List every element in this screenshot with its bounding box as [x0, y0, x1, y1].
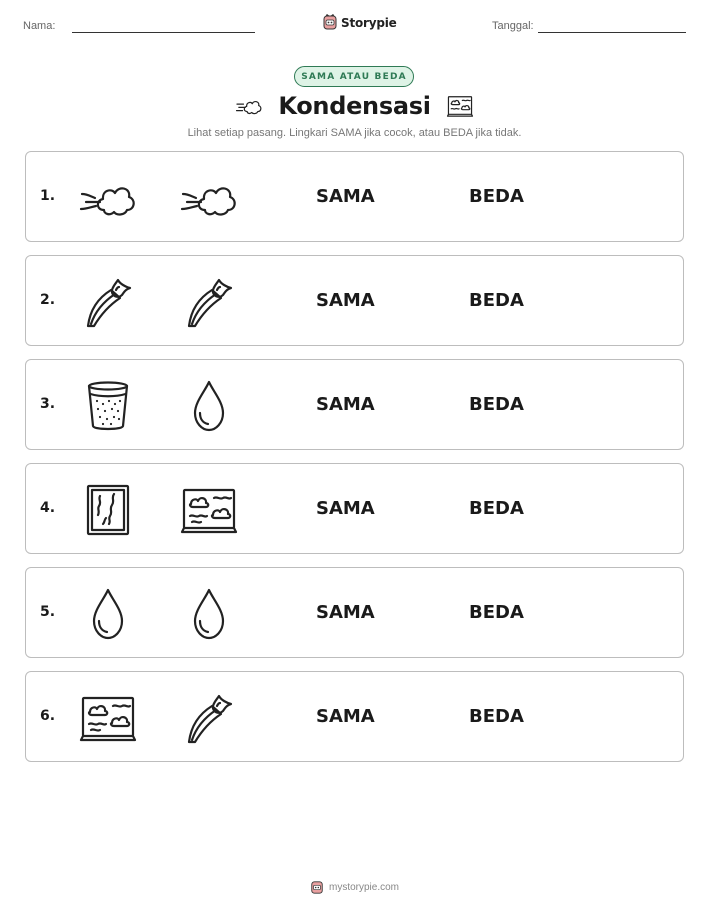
footer	[0, 880, 709, 895]
footer-url[interactable]: mystorypie.com	[328, 882, 399, 893]
steam-icon	[78, 172, 138, 224]
option-different[interactable]: BEDA	[469, 394, 524, 415]
storypie-mascot-icon	[322, 14, 338, 31]
option-different[interactable]: BEDA	[469, 186, 524, 207]
question-number: 1.	[40, 188, 56, 204]
instructions: Lihat setiap pasang. Lingkari SAMA jika cocok, atau BEDA jika tidak.	[187, 127, 522, 139]
water-drop-icon	[179, 588, 239, 640]
brand-name: Storypie	[341, 15, 397, 30]
date-field[interactable]	[538, 32, 686, 33]
date-label: Tanggal:	[492, 20, 534, 32]
option-same[interactable]: SAMA	[316, 290, 375, 311]
question-row	[25, 359, 684, 450]
option-same[interactable]: SAMA	[316, 186, 375, 207]
name-field[interactable]	[72, 32, 255, 33]
foggy-window-icon	[78, 692, 138, 744]
foggy-window-icon	[445, 94, 475, 118]
question-number: 3.	[40, 396, 56, 412]
question-row	[25, 463, 684, 554]
option-same[interactable]: SAMA	[316, 602, 375, 623]
option-same[interactable]: SAMA	[316, 706, 375, 727]
question-number: 4.	[40, 500, 56, 516]
steam-icon	[179, 172, 239, 224]
leaf-drop-icon	[179, 692, 239, 744]
steam-icon	[234, 94, 264, 118]
storypie-mascot-icon	[310, 880, 324, 895]
option-different[interactable]: BEDA	[469, 706, 524, 727]
question-row	[25, 255, 684, 346]
foggy-window-icon	[179, 484, 239, 536]
cold-glass-icon	[78, 380, 138, 432]
title-row	[0, 92, 709, 120]
question-row	[25, 671, 684, 762]
page-title: Kondensasi	[278, 92, 431, 120]
leaf-drop-icon	[78, 276, 138, 328]
water-drop-icon	[179, 380, 239, 432]
option-different[interactable]: BEDA	[469, 290, 524, 311]
question-number: 6.	[40, 708, 56, 724]
option-different[interactable]: BEDA	[469, 498, 524, 519]
option-same[interactable]: SAMA	[316, 498, 375, 519]
option-same[interactable]: SAMA	[316, 394, 375, 415]
question-row	[25, 151, 684, 242]
leaf-drop-icon	[179, 276, 239, 328]
water-drop-icon	[78, 588, 138, 640]
question-row	[25, 567, 684, 658]
window-drip-icon	[78, 484, 138, 536]
brand-logo	[322, 14, 397, 31]
question-number: 5.	[40, 604, 56, 620]
name-label: Nama:	[23, 20, 56, 32]
option-different[interactable]: BEDA	[469, 602, 524, 623]
activity-badge: SAMA ATAU BEDA	[294, 66, 414, 87]
question-number: 2.	[40, 292, 56, 308]
